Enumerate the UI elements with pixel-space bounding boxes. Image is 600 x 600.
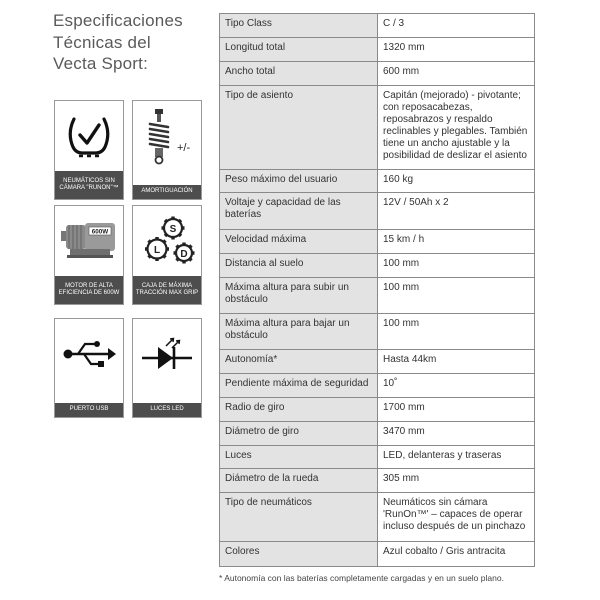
feature-caption: MOTOR DE ALTA EFICIENCIA DE 600W [55, 276, 123, 304]
gear-label-d: D [180, 249, 188, 260]
table-row [220, 350, 535, 374]
spec-value: 100 mm [378, 314, 535, 350]
spec-label: Colores [220, 542, 378, 567]
suspension-spring-icon [133, 101, 201, 171]
spec-value: 100 mm [378, 254, 535, 278]
spec-value: Azul cobalto / Gris antracita [378, 542, 535, 567]
spec-label: Máxima altura para bajar un obstáculo [220, 314, 378, 350]
table-row [220, 38, 535, 62]
spec-label: Velocidad máxima [220, 230, 378, 254]
feature-caption: CAJA DE MÁXIMA TRACCIÓN MAX GRIP [133, 276, 201, 304]
feature-tile-tires [54, 100, 124, 200]
spec-label: Diámetro de la rueda [220, 469, 378, 493]
spec-value: 1700 mm [378, 398, 535, 422]
spec-value: 160 kg [378, 170, 535, 193]
spec-value: 10˚ [378, 374, 535, 398]
table-row [220, 314, 535, 350]
feature-tile-motor [54, 205, 124, 305]
suspension-adjust-label: +/- [177, 142, 191, 154]
specs-table [219, 13, 535, 567]
table-row [220, 422, 535, 446]
feature-tile-usb [54, 318, 124, 418]
led-diode-icon [133, 319, 201, 389]
spec-value: LED, delanteras y traseras [378, 446, 535, 469]
gear-label-l: L [153, 245, 161, 256]
table-row [220, 193, 535, 230]
spec-label: Ancho total [220, 62, 378, 86]
spec-label: Diámetro de giro [220, 422, 378, 446]
feature-caption: PUERTO USB [55, 403, 123, 417]
spec-label: Voltaje y capacidad de las baterías [220, 193, 378, 230]
spec-value: 100 mm [378, 278, 535, 314]
feature-tile-led [132, 318, 202, 418]
spec-value: 305 mm [378, 469, 535, 493]
motor-power-badge: 600W [91, 228, 109, 236]
footnote: * Autonomía con las baterías completamente cargadas y en un suelo plano. [219, 573, 504, 583]
table-row [220, 278, 535, 314]
spec-label: Luces [220, 446, 378, 469]
heading-line-2: Técnicas del [53, 32, 151, 52]
table-row [220, 62, 535, 86]
spec-value: 600 mm [378, 62, 535, 86]
page-heading [53, 10, 183, 75]
spec-label: Máxima altura para subir un obstáculo [220, 278, 378, 314]
spec-label: Tipo Class [220, 14, 378, 38]
feature-caption: NEUMÁTICOS SIN CÁMARA "RUNON"™ [55, 171, 123, 199]
spec-label: Longitud total [220, 38, 378, 62]
spec-value: C / 3 [378, 14, 535, 38]
spec-value: Capitán (mejorado) - pivotante; con reposacabezas, reposabrazos y respaldo reclinables y plegables. También tiene un ancho ajustable y la posibilidad de deslizar el asiento [378, 86, 535, 170]
spec-label: Distancia al suelo [220, 254, 378, 278]
gear-label-s: S [169, 224, 177, 235]
table-row [220, 493, 535, 542]
spec-value: 12V / 50Ah x 2 [378, 193, 535, 230]
table-row [220, 254, 535, 278]
feature-caption: AMORTIGUACIÓN [133, 185, 201, 199]
spec-value: Neumáticos sin cámara 'RunOn™' – capaces de operar incluso después de un pinchazo [378, 493, 535, 542]
heading-line-3: Vecta Sport: [53, 54, 149, 73]
gearbox-icon [133, 206, 201, 276]
table-row [220, 398, 535, 422]
table-row [220, 374, 535, 398]
spec-value: 3470 mm [378, 422, 535, 446]
feature-caption: LUCES LED [133, 403, 201, 417]
table-row [220, 86, 535, 170]
spec-label: Autonomía* [220, 350, 378, 374]
spec-value: Hasta 44km [378, 350, 535, 374]
spec-label: Pendiente máxima de seguridad [220, 374, 378, 398]
usb-icon [55, 319, 123, 389]
motor-icon [55, 206, 123, 276]
heading-line-1: Especificaciones [53, 11, 183, 30]
spec-label: Peso máximo del usuario [220, 170, 378, 193]
spec-label: Radio de giro [220, 398, 378, 422]
tire-pressure-check-icon [55, 101, 123, 171]
table-row [220, 14, 535, 38]
table-row [220, 542, 535, 567]
table-row [220, 446, 535, 469]
table-row [220, 170, 535, 193]
spec-value: 1320 mm [378, 38, 535, 62]
table-row [220, 469, 535, 493]
table-row [220, 230, 535, 254]
feature-tile-gearbox [132, 205, 202, 305]
spec-value: 15 km / h [378, 230, 535, 254]
feature-tile-suspension [132, 100, 202, 200]
spec-label: Tipo de neumáticos [220, 493, 378, 542]
spec-label: Tipo de asiento [220, 86, 378, 170]
